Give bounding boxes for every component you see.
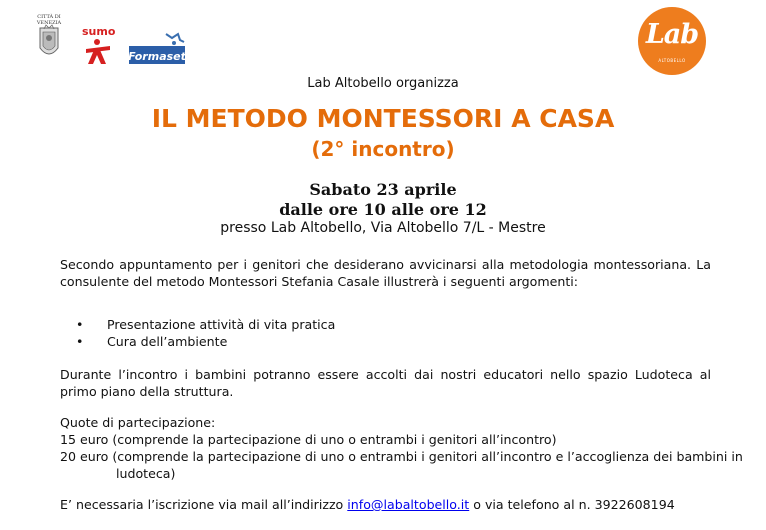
fee-line-2: 20 euro (comprende la partecipazione di uno o entrambi i genitori all’incontro e l’accoglienza dei bambini in ludoteca) (60, 449, 743, 481)
fee-line-1: 15 euro (comprende la partecipazione di uno o entrambi i genitori all’incontro) (60, 432, 557, 447)
lab-logo-text: Lab (645, 19, 699, 50)
lab-altobello-logo (638, 7, 706, 75)
organizer-line: Lab Altobello organizza (307, 76, 459, 91)
comune-venezia-logo (34, 12, 64, 64)
registration-paragraph (60, 496, 711, 513)
list-item-label: Presentazione attività di vita pratica (107, 317, 336, 332)
lab-logo-subtext: ALTOBELLO (658, 58, 686, 63)
bullet-icon: • (76, 334, 84, 349)
page-subtitle: (2° incontro) (311, 137, 455, 161)
event-date: Sabato 23 aprile (309, 180, 457, 199)
comune-text-2: VENEZIA (36, 20, 62, 26)
fees-heading: Quote di partecipazione: (60, 415, 216, 430)
comune-text-1: CITTÀ DI (37, 14, 61, 20)
sumo-text: sumo (82, 25, 116, 38)
list-item-label: Cura dell’ambiente (107, 334, 228, 349)
list-item (60, 333, 335, 350)
email-link[interactable]: info@labaltobello.it (347, 497, 470, 512)
bullet-icon: • (76, 317, 84, 332)
registration-text-before: E’ necessaria l’iscrizione via mail all’indirizzo (60, 497, 348, 512)
registration-text-after: o via telefono al n. 3922608194 (469, 497, 675, 512)
sumo-logo (80, 24, 116, 68)
event-place: presso Lab Altobello, Via Altobello 7/L - Mestre (220, 220, 546, 236)
formaset-logo (128, 30, 186, 66)
page-title: IL METODO MONTESSORI A CASA (151, 104, 615, 133)
intro-paragraph: Secondo appuntamento per i genitori che desiderano avvicinarsi alla metodologia montessoriana. La consulente del metodo Montessori Stefania Casale illustrerà i seguenti argomenti: (60, 257, 711, 289)
formaset-text: Formaset (128, 50, 186, 63)
childcare-paragraph: Durante l’incontro i bambini potranno essere accolti dai nostri educatori nello spazio Ludoteca al primo piano della struttura. (60, 367, 711, 399)
topics-list (60, 316, 335, 350)
event-time: dalle ore 10 alle ore 12 (279, 200, 487, 219)
list-item (60, 316, 335, 333)
